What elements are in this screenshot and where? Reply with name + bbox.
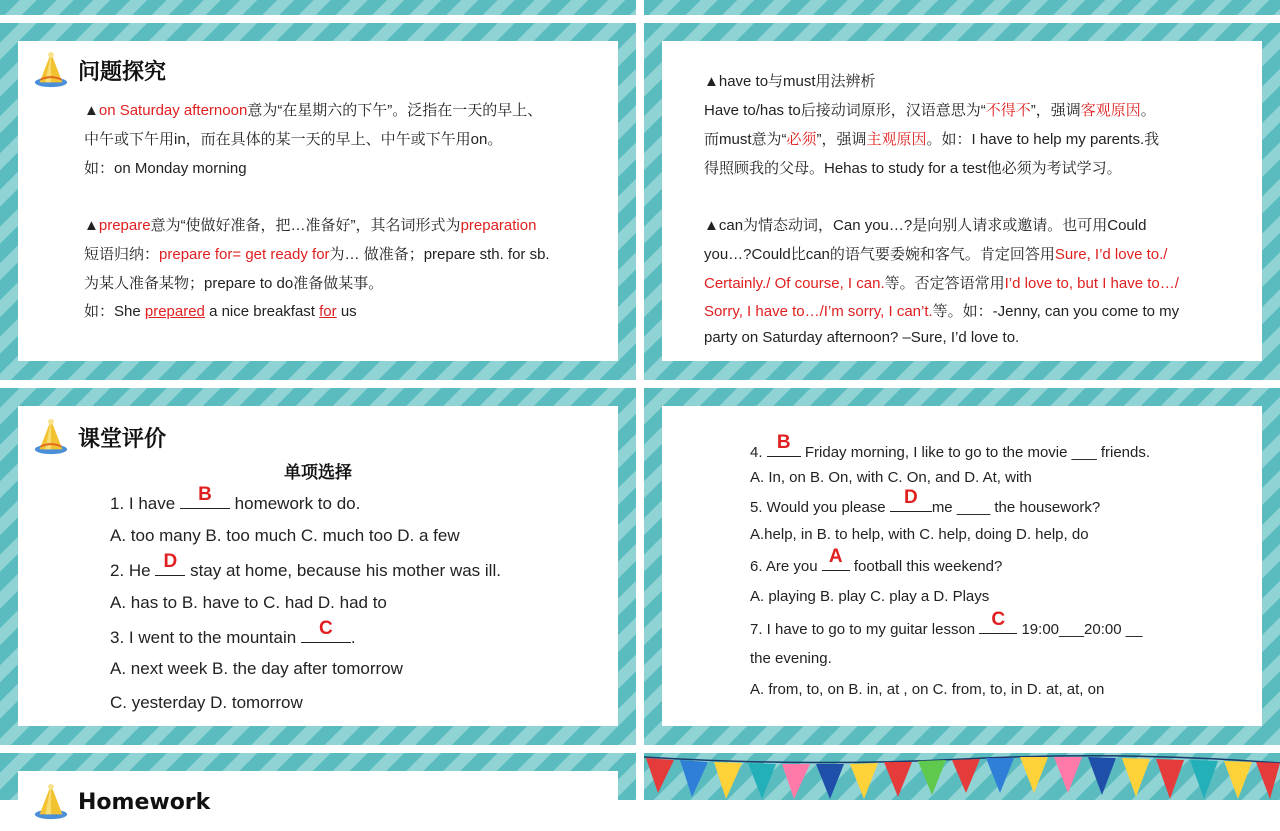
answer-letter: D [903, 487, 918, 508]
question-text: 7. I have to go to my guitar lesson [750, 621, 980, 638]
highlight-text: prepare for= get ready for [159, 246, 330, 263]
text-line [704, 300, 1179, 321]
question-options: A. too many B. too much C. much too D. a few [110, 526, 460, 545]
body-text: Have to/has to后接动词原形，汉语意思为“ [704, 102, 986, 119]
answer-letter: C [319, 618, 333, 639]
body-text: a nice breakfast [204, 303, 320, 320]
slide-have-to-vs-must[interactable] [644, 23, 1280, 380]
triangle-bullet: ▲ [84, 217, 99, 234]
answer-blank [180, 484, 230, 509]
question-text: 3. I went to the mountain [110, 628, 301, 647]
slide-heading [32, 51, 166, 89]
body-text: 如：She [84, 303, 145, 320]
slide-card [662, 41, 1262, 361]
text-line [704, 272, 1179, 293]
answer-blank [767, 432, 801, 457]
question-text: Friday morning, I like to go to the movie ___ friends. [800, 444, 1151, 461]
highlight-text: preparation [460, 217, 537, 234]
slide-heading [32, 783, 210, 821]
question-options: A. playing B. play C. play a D. Plays [750, 588, 990, 605]
body-text: 而must意为“ [704, 131, 787, 148]
slide-card [18, 41, 618, 361]
highlight-text: 必须 [786, 131, 817, 148]
party-hat-icon [32, 783, 70, 821]
body-text: ”，强调 [1030, 102, 1081, 119]
body-text: 。如：I have to help my parents.我 [926, 131, 1160, 148]
question-options: A. next week B. the day after tomorrow [110, 659, 403, 678]
slide-bunting[interactable] [644, 753, 1280, 800]
question-text: stay at home, because his mother was ill. [185, 561, 501, 580]
body-text: 。 [1140, 102, 1156, 119]
body-text: you…?Could比can的语气要委婉和客气。肯定回答用 [704, 246, 1055, 263]
body-text: 等。否定答语常用 [884, 275, 1005, 292]
question-text: 1. I have [110, 494, 180, 513]
slide-exercise-continued[interactable] [644, 388, 1280, 745]
highlight-text: 客观原因 [1080, 102, 1141, 119]
highlight-text: I’d love to, but I have to…/ [1004, 275, 1179, 292]
question-3 [110, 618, 356, 648]
answer-letter: B [198, 484, 212, 505]
slide-problem-inquiry[interactable] [0, 23, 636, 380]
text-line: 为某人准备某物；prepare to do准备做某事。 [84, 275, 384, 292]
answer-blank [301, 618, 351, 643]
heading-text: Homework [78, 789, 211, 815]
question-options: A.help, in B. to help, with C. help, doing D. help, do [750, 526, 1089, 543]
question-options: A. from, to, on B. in, at , on C. from, to, in D. at, at, on [750, 681, 1105, 698]
slide-homework[interactable] [0, 753, 636, 815]
slide-class-evaluation[interactable] [0, 388, 636, 745]
text-line: ▲can为情态动词，Can you…?是向别人请求或邀请。也可用Could [704, 217, 1147, 234]
question-text: homework to do. [229, 494, 361, 513]
body-text: ”，强调 [816, 131, 867, 148]
section-subtitle: 单项选择 [284, 463, 352, 483]
body-text: us [336, 303, 357, 320]
question-options: A. has to B. have to C. had D. had to [110, 593, 387, 612]
text-line: party on Saturday afternoon? –Sure, I’d love to. [704, 329, 1020, 346]
question-text: 19:00___20:00 __ [1017, 621, 1143, 638]
question-6 [750, 546, 1003, 575]
highlight-text: on Saturday afternoon [98, 102, 248, 119]
party-hat-icon [32, 418, 70, 456]
text-line: ▲have to与must用法辨析 [704, 73, 876, 90]
party-hat-icon [32, 51, 70, 89]
question-4 [750, 432, 1151, 461]
question-1 [110, 484, 361, 514]
body-text: 短语归纳： [84, 246, 160, 263]
text-line [704, 99, 1156, 120]
text-line [84, 243, 550, 264]
answer-blank [890, 487, 932, 512]
slide-card [18, 771, 618, 831]
answer-blank [822, 546, 850, 571]
highlight-text: Sorry, I have to…/I’m sorry, I can’t. [704, 303, 933, 320]
body-text: 意为“使做好准备，把…准备好”，其名词形式为 [150, 217, 461, 234]
answer-letter: A [828, 546, 843, 567]
slide-card [662, 406, 1262, 726]
question-text: 5. Would you please [750, 499, 890, 516]
text-line [84, 99, 542, 120]
triangle-bullet: ▲ [84, 102, 99, 119]
slide-card [18, 406, 618, 726]
text-line: 中午或下午用in，而在具体的某一天的早上、中午或下午用on。 [84, 131, 503, 148]
question-text: 6. Are you [750, 558, 822, 575]
highlight-text: 不得不 [985, 102, 1031, 119]
text-line: 如：on Monday morning [84, 160, 247, 177]
body-text: 等。如：-Jenny, can you come to my [932, 303, 1180, 320]
text-line [704, 243, 1167, 264]
highlight-text: for [319, 303, 337, 320]
question-text: 2. He [110, 561, 156, 580]
question-text: football this weekend? [849, 558, 1003, 575]
answer-letter: D [163, 551, 178, 572]
slide-top-left-sliver [0, 0, 636, 15]
highlight-text: Certainly./ Of course, I can. [704, 275, 885, 292]
answer-letter: C [991, 609, 1006, 630]
body-text: 为… 做准备；prepare sth. for sb. [329, 246, 550, 263]
highlight-text: Sure, I’d love to./ [1054, 246, 1168, 263]
highlight-text: prepared [144, 303, 205, 320]
answer-blank [155, 551, 185, 576]
question-text: me ____ the housework? [931, 499, 1101, 516]
question-5 [750, 487, 1101, 516]
text-line [84, 214, 536, 235]
question-text: 4. [750, 444, 767, 461]
slide-heading [32, 418, 166, 456]
highlight-text: prepare [98, 217, 151, 234]
question-continuation: the evening. [750, 650, 832, 667]
answer-letter: B [776, 432, 791, 453]
body-text: 意为“在星期六的下午”。泛指在一天的早上、 [247, 102, 543, 119]
highlight-text: 主观原因 [866, 131, 927, 148]
heading-text: 问题探究 [78, 59, 167, 85]
text-line: 得照顾我的父母。Hehas to study for a test他必须为考试学习。 [704, 160, 1122, 177]
bunting-flags-icon [644, 753, 1280, 800]
text-line [704, 128, 1159, 149]
question-options: A. In, on B. On, with C. On, and D. At, with [750, 469, 1032, 486]
heading-text: 课堂评价 [78, 426, 167, 452]
question-text: . [350, 628, 356, 647]
answer-blank [979, 609, 1017, 634]
question-7 [750, 609, 1143, 638]
slide-top-right-sliver [644, 0, 1280, 15]
question-2 [110, 551, 501, 581]
text-line [84, 300, 357, 321]
question-options: C. yesterday D. tomorrow [110, 693, 303, 712]
